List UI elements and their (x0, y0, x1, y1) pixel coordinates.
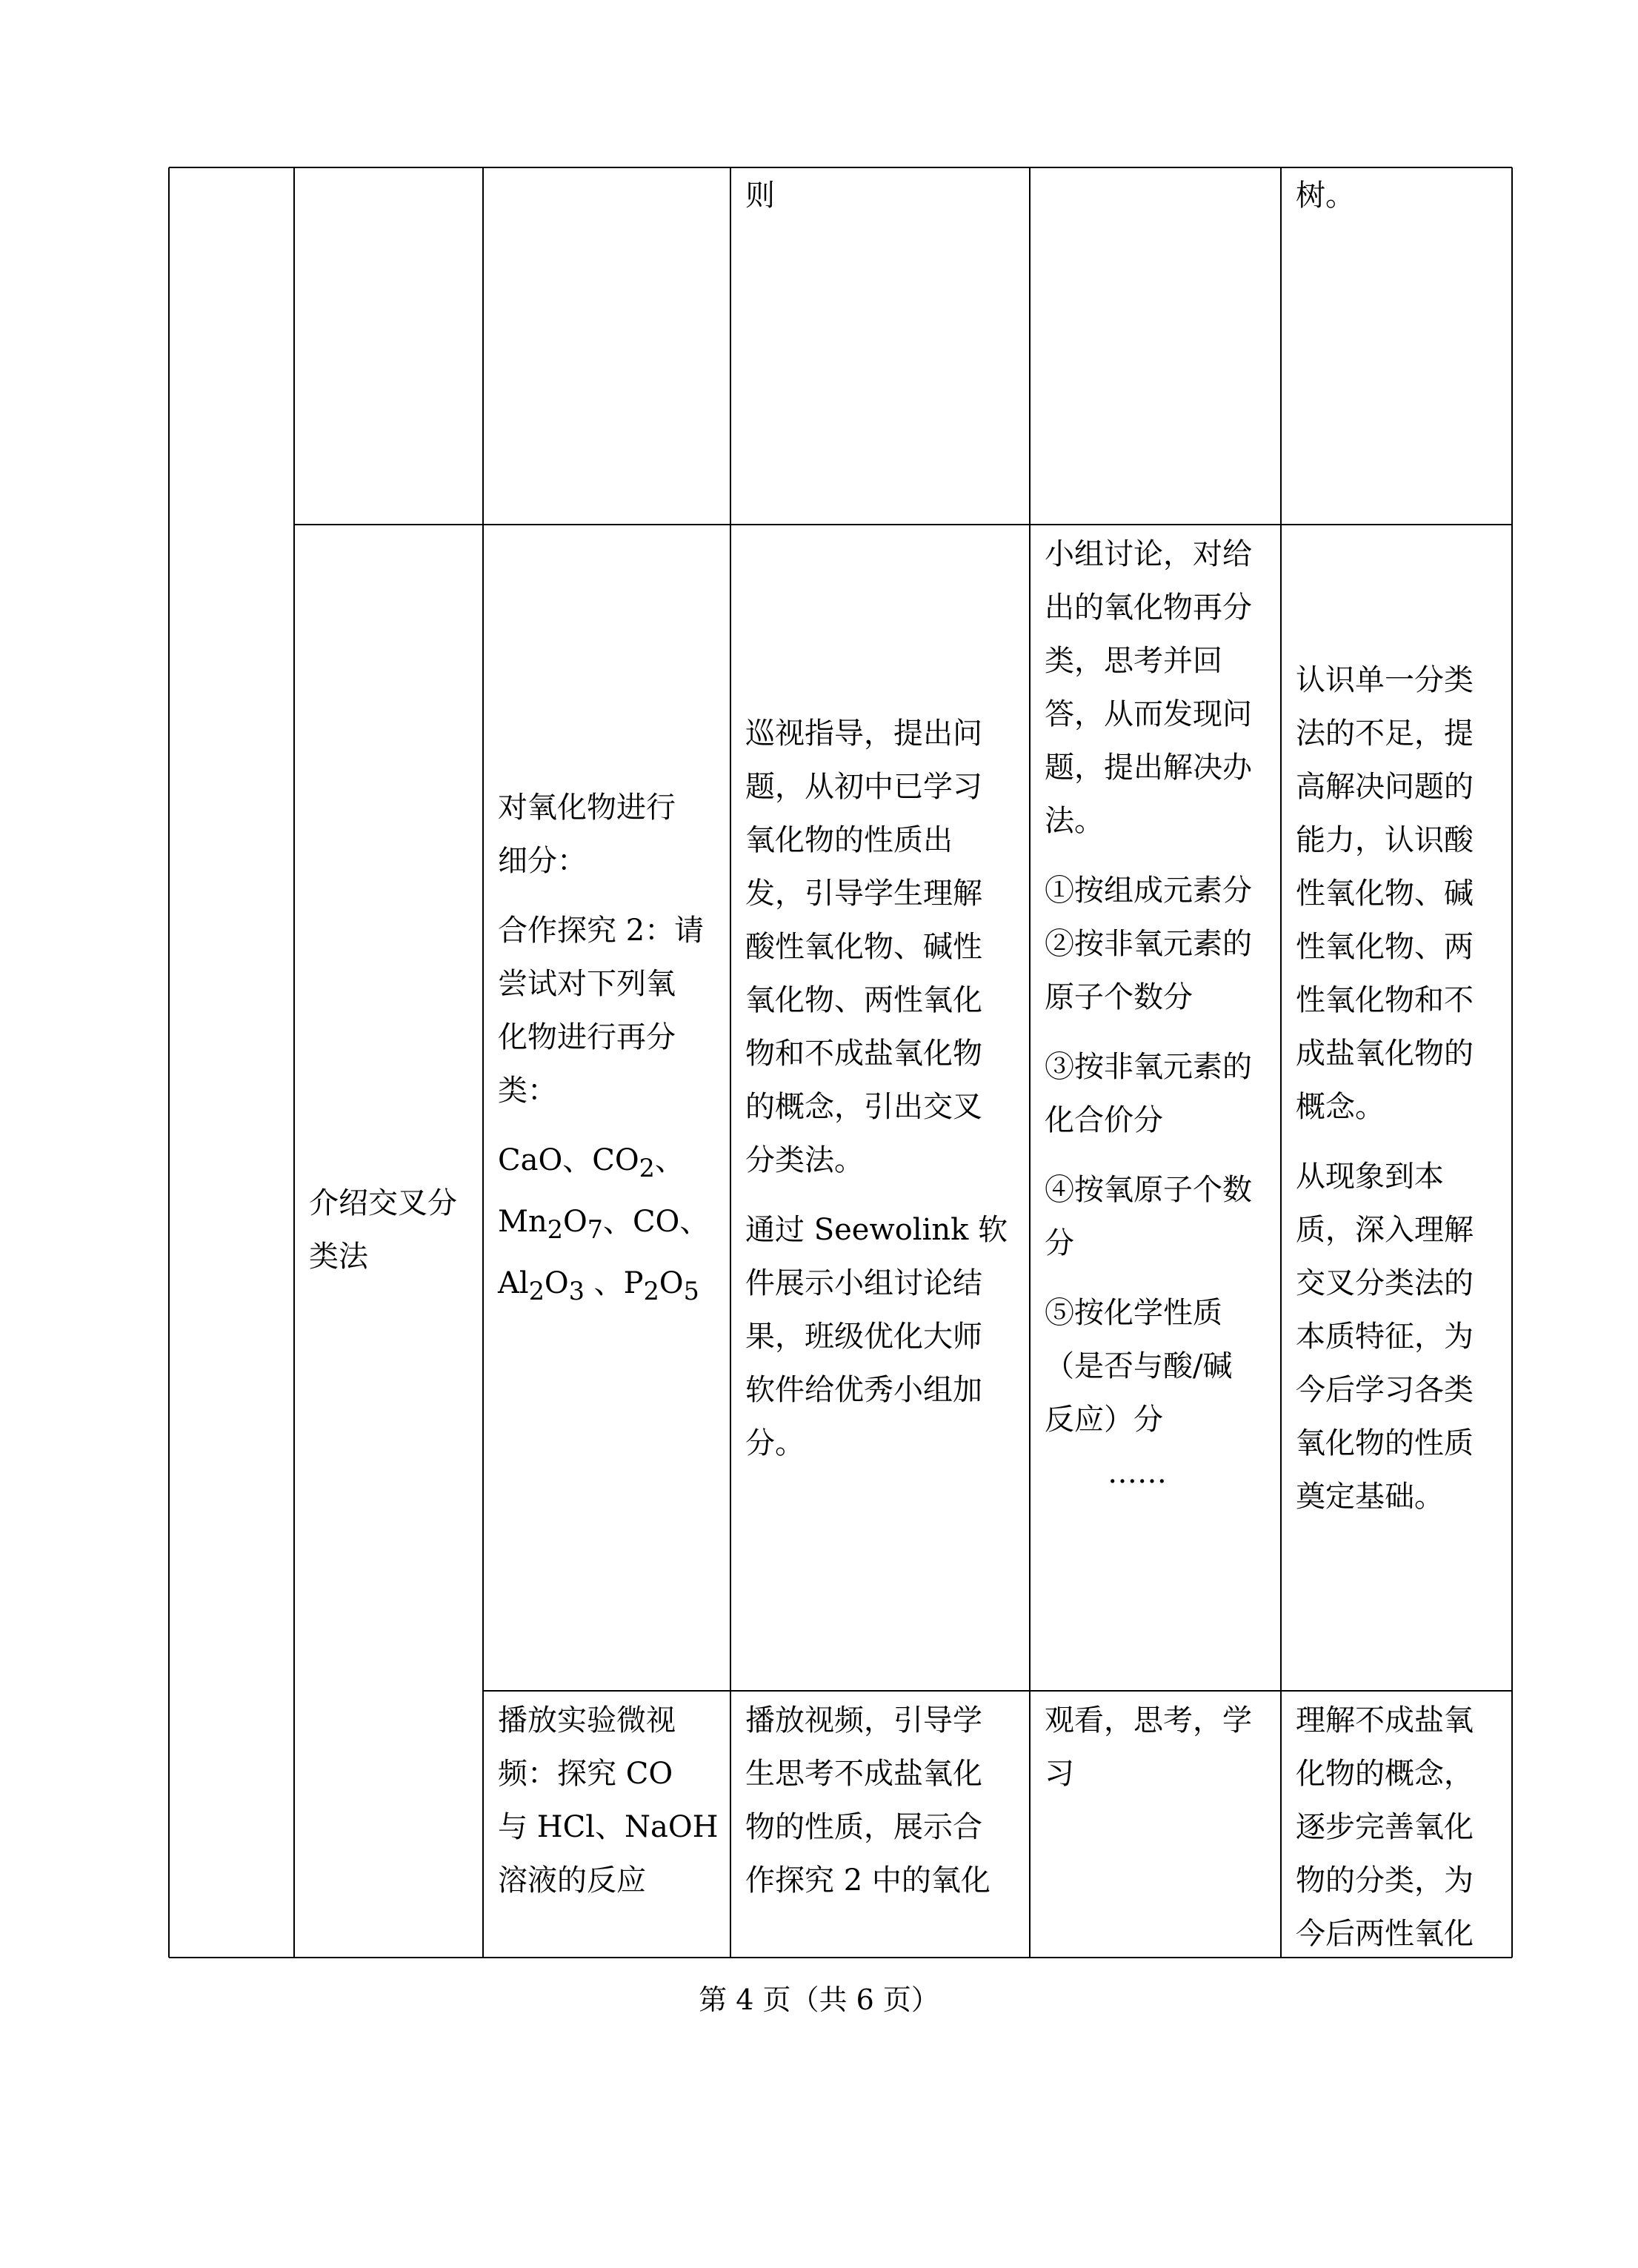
col5-line: 法的不足，提 (1296, 716, 1474, 751)
col5-line: 性氧化物、碱 (1296, 877, 1474, 911)
row3-col4-line: 习 (1045, 1757, 1074, 1791)
col2-line: 类： (498, 1074, 557, 1108)
row3-col3-cell (745, 1694, 1024, 1907)
col4-item-2: 原子个数分 (1045, 980, 1193, 1014)
col5-line: 交叉分类法的 (1296, 1266, 1474, 1300)
col5-line: 高解决问题的 (1296, 770, 1474, 804)
col4-line: 题，提出解决办 (1045, 751, 1252, 785)
row3-col2-cell (498, 1694, 728, 1907)
row1-col3-text: 则 (745, 179, 775, 213)
col3-line: 的概念，引出交叉 (745, 1090, 982, 1124)
row3-col3-line: 生思考不成盐氧化 (745, 1757, 982, 1791)
row3-col3-line: 物的性质，展示合 (745, 1810, 982, 1844)
page-number: 第 4 页（共 6 页） (699, 1983, 939, 2016)
row1-col3-cell (745, 169, 1019, 222)
col2-line: 尝试对下列氧 (498, 967, 676, 1001)
row3-col3-line: 播放视频，引导学 (745, 1703, 982, 1737)
row1-col5-text: 树。 (1296, 179, 1355, 213)
col2-line: 合作探究 2：请 (498, 914, 705, 948)
col3-line: 通过 Seewolink 软 (745, 1213, 1008, 1247)
col5-line: 认识单一分类 (1296, 663, 1474, 697)
formula-line-1: CaO、$CO_2$、 (498, 1143, 685, 1183)
col5-line: 性氧化物、两 (1296, 930, 1474, 964)
col3-line: 氧化物的性质出 (745, 823, 953, 857)
col5-line: 成盐氧化物的 (1296, 1037, 1474, 1071)
col4-line: 答，从而发现问 (1045, 697, 1252, 731)
row3-col2-line: 与 HCl、NaOH (498, 1810, 719, 1844)
row3-col5-line: 今后两性氧化 (1296, 1917, 1474, 1951)
col3-line: 分类法。 (745, 1143, 864, 1177)
col4-item-4: ④按氧原子个数 (1045, 1173, 1252, 1207)
row2-col5-cell (1296, 654, 1508, 1523)
col5-line: 性氧化物和不 (1296, 983, 1474, 1017)
col3-line: 巡视指导，提出问 (745, 716, 982, 751)
section-title: 介绍交叉分类法 (309, 1186, 457, 1274)
col4-ellipsis: …… (1108, 1456, 1167, 1490)
row2-col1-cell (309, 1177, 479, 1283)
row3-col5-line: 化物的概念， (1296, 1757, 1474, 1791)
col3-line: 物和不成盐氧化物 (745, 1037, 982, 1071)
col5-line: 概念。 (1296, 1090, 1385, 1124)
formula-line-3: $Al_2O_3$ 、$P_2O_5$ (498, 1266, 699, 1306)
col5-line: 氧化物的性质 (1296, 1426, 1474, 1460)
col5-line: 质，深入理解 (1296, 1213, 1474, 1247)
row3-col2-line: 溶液的反应 (498, 1863, 646, 1898)
col5-line: 能力，认识酸 (1296, 823, 1474, 857)
col5-line: 本质特征，为 (1296, 1320, 1474, 1354)
col3-line: 氧化物、两性氧化 (745, 983, 982, 1017)
col4-item-5: ⑤按化学性质 (1045, 1296, 1222, 1330)
col3-line: 酸性氧化物、碱性 (745, 930, 982, 964)
col4-item-3: ③按非氧元素的 (1045, 1050, 1252, 1084)
col4-item-4: 分 (1045, 1226, 1074, 1260)
col3-line: 果，班级优化大师 (745, 1320, 982, 1354)
row2-col4-cell (1045, 528, 1279, 1500)
col4-item-3: 化合价分 (1045, 1103, 1163, 1137)
formula-line-2: $Mn_2O_7$、CO、 (498, 1205, 710, 1244)
row3-col2-line: 播放实验微视 (498, 1703, 676, 1737)
col4-line: 类，思考并回 (1045, 644, 1222, 678)
row3-col5-line: 逐步完善氧化 (1296, 1810, 1474, 1844)
col2-line: 化物进行再分 (498, 1020, 676, 1054)
col4-line: 小组讨论，对给 (1045, 537, 1252, 571)
row1-col5-cell (1296, 169, 1503, 222)
col3-line: 题，从初中已学习 (745, 770, 982, 804)
row2-col2-cell (498, 781, 728, 1318)
col4-item-1: ①按组成元素分 (1045, 874, 1252, 908)
col2-line: 细分： (498, 844, 587, 878)
col3-line: 发，引导学生理解 (745, 877, 982, 911)
row3-col4-cell (1045, 1694, 1279, 1800)
row3-col5-line: 物的分类，为 (1296, 1863, 1474, 1898)
col5-line: 今后学习各类 (1296, 1373, 1474, 1407)
row3-col4-line: 观看，思考，学 (1045, 1703, 1252, 1737)
col4-item-5: （是否与酸/碱 (1045, 1349, 1233, 1383)
col5-line: 从现象到本 (1296, 1160, 1444, 1194)
row2-col3-cell (745, 707, 1024, 1470)
col2-line: 对氧化物进行 (498, 791, 676, 825)
col3-line: 软件给优秀小组加 (745, 1373, 982, 1407)
col4-line: 法。 (1045, 804, 1104, 838)
col3-line: 件展示小组讨论结 (745, 1266, 982, 1300)
row3-col5-line: 理解不成盐氧 (1296, 1703, 1474, 1737)
col4-item-2: ②按非氧元素的 (1045, 927, 1252, 961)
col4-item-5: 反应）分 (1045, 1403, 1163, 1437)
row3-col2-line: 频：探究 CO (498, 1757, 673, 1791)
row3-col3-line: 作探究 2 中的氧化 (745, 1863, 991, 1898)
col4-line: 出的氧化物再分 (1045, 591, 1252, 625)
col3-line: 分。 (745, 1426, 805, 1460)
col5-line: 奠定基础。 (1296, 1480, 1444, 1514)
row3-col5-cell (1296, 1694, 1508, 1961)
